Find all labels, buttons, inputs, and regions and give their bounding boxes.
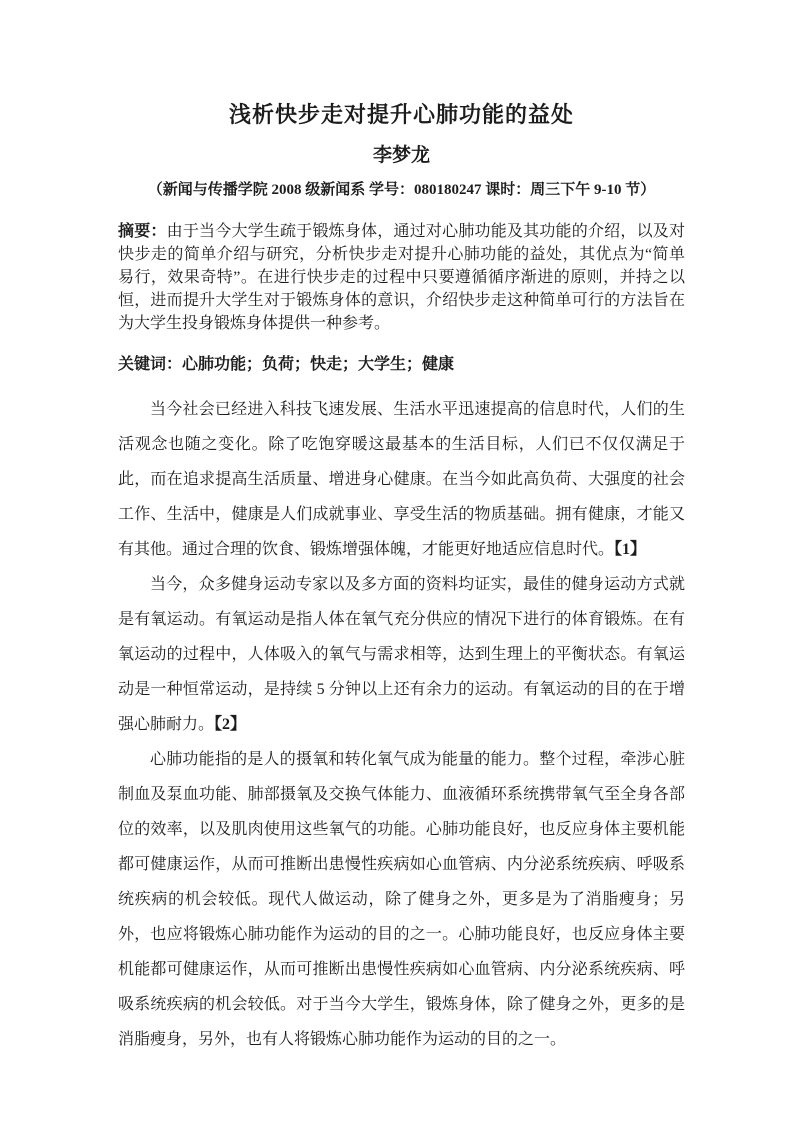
reference-marker-2: 【2】 — [214, 716, 247, 733]
body-text — [118, 392, 685, 1057]
keywords-text: 心肺功能；负荷；快走；大学生；健康 — [182, 356, 455, 373]
paragraph-text: 当今，众多健身运动专家以及多方面的资料均证实，最佳的健身运动方式就是有氧运动。有氧运动是指人体在氧气充分供应的情况下进行的体育锻炼。在有氧运动的过程中，人体吸入的氧气与需求相等，达到生理上的平衡状态。有氧运动是一种恒常运动，是持续 5 分钟以上还有余力的运动。有氧运动的目的在于增强心肺耐力。 — [118, 576, 685, 733]
paragraph-text: 当今社会已经进入科技飞速发展、生活水平迅速提高的信息时代，人们的生活观念也随之变化。除了吃饱穿暖这最基本的生活目标，人们已不仅仅满足于此，而在追求提高生活质量、增进身心健康。在当今如此高负荷、大强度的社会工作、生活中，健康是人们成就事业、享受生活的物质基础。拥有健康，才能又有其他。通过合理的饮食、锻炼增强体魄，才能更好地适应信息时代。 — [118, 401, 685, 558]
abstract-section — [118, 220, 685, 335]
paragraph-text: 心肺功能指的是人的摄氧和转化氧气成为能量的能力。整个过程，牵涉心脏制血及泵血功能、肺部摄氧及交换气体能力、血液循环系统携带氧气至全身各部位的效率，以及肌肉使用这些氧气的功能。心肺功能良好，也反应身体主要机能都可健康运作，从而可推断出患慢性疾病如心血管病、内分泌系统疾病、呼吸系统疾病的机会较低。现代人做运动，除了健身之外，更多是为了消脂瘦身；另外，也应将锻炼心肺功能作为运动的目的之一。心肺功能良好，也反应身体主要机能都可健康运作，从而可推断出患慢性疾病如心血管病、内分泌系统疾病、呼吸系统疾病的机会较低。对于当今大学生，锻炼身体，除了健身之外，更多的是消脂瘦身，另外，也有人将锻炼心肺功能作为运动的目的之一。 — [118, 751, 685, 1048]
affiliation-line: （新闻与传播学院 2008 级新闻系 学号：080180247 课时：周三下午 9-10 节） — [147, 182, 656, 198]
author-name: 李梦龙 — [372, 145, 430, 166]
paragraph — [118, 392, 685, 567]
page-title: 浅析快步走对提升心肺功能的益处 — [228, 102, 574, 127]
abstract-label: 摘要： — [118, 223, 167, 240]
paragraph — [118, 742, 685, 1057]
reference-marker-1: 【1】 — [614, 541, 647, 558]
keywords-section — [118, 353, 685, 376]
paragraph — [118, 567, 685, 742]
keywords-label: 关键词： — [118, 356, 183, 373]
abstract-text: 由于当今大学生疏于锻炼身体，通过对心肺功能及其功能的介绍，以及对快步走的简单介绍与研究，分析快步走对提升心肺功能的益处，其优点为“简单易行，效果奇特”。在进行快步走的过程中只要遵循循序渐进的原则，并持之以恒，进而提升大学生对于锻炼身体的意识，介绍快步走这种简单可行的方法旨在为大学生投身锻炼身体提供一种参考。 — [118, 223, 685, 332]
